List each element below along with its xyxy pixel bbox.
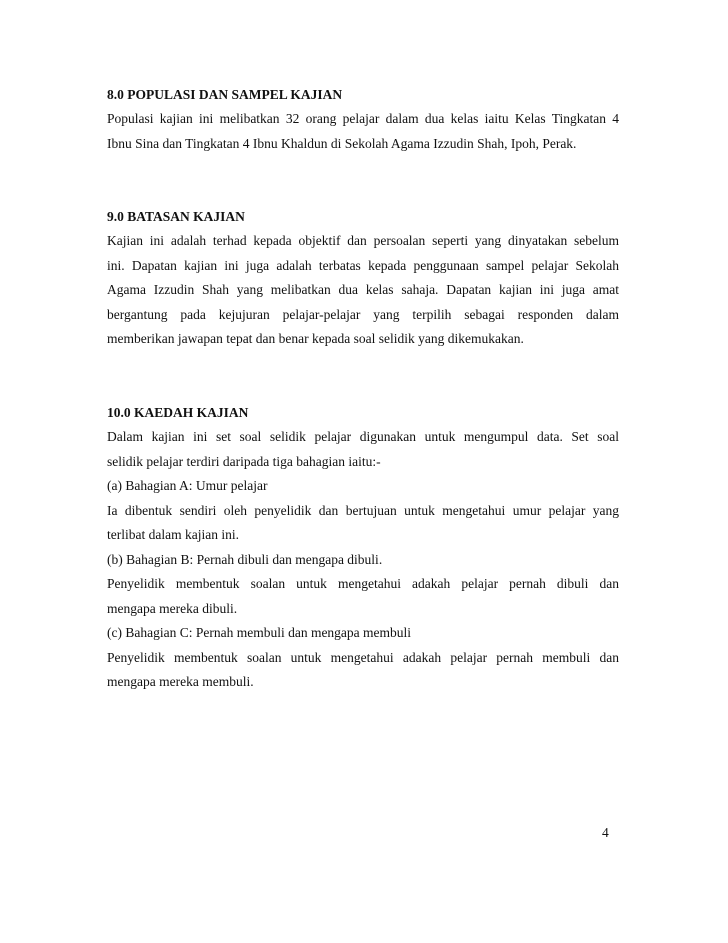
text-line: Penyelidik membentuk soalan untuk mengetahui adakah pelajar pernah membuli dan (107, 649, 619, 665)
text-line: mengapa mereka membuli. (107, 674, 254, 689)
text-line: Populasi kajian ini melibatkan 32 orang pelajar dalam dua kelas iaitu Kelas Tingkatan 4 (107, 111, 619, 126)
section-kaedah (107, 401, 619, 695)
section-paragraph (107, 425, 619, 695)
section-heading: 9.0 BATASAN KAJIAN (107, 209, 245, 224)
text-line: (a) Bahagian A: Umur pelajar (107, 478, 268, 493)
text-line: Agama Izzudin Shah yang melibatkan dua kelas sahaja. Dapatan kajian ini juga amat (107, 282, 619, 297)
text-line: memberikan jawapan tepat dan benar kepada soal selidik yang dikemukakan. (107, 331, 524, 346)
section-heading: 8.0 POPULASI DAN SAMPEL KAJIAN (107, 87, 343, 102)
page-number: 4 (602, 825, 609, 840)
text-line: bergantung pada kejujuran pelajar-pelajar yang terpilih sebagai responden dalam (107, 306, 619, 322)
section-batasan (107, 205, 619, 352)
text-line: ini. Dapatan kajian ini juga adalah terbatas kepada penggunaan sampel pelajar Sekolah (107, 257, 619, 273)
text-line: Kajian ini adalah terhad kepada objektif dan persoalan seperti yang dinyatakan sebelum (107, 233, 619, 248)
text-line: Ia dibentuk sendiri oleh penyelidik dan bertujuan untuk mengetahui umur pelajar yang (107, 502, 619, 518)
text-line: Dalam kajian ini set soal selidik pelajar digunakan untuk mengumpul data. Set soal (107, 429, 619, 444)
text-line: Penyelidik membentuk soalan untuk mengetahui adakah pelajar pernah dibuli dan (107, 576, 619, 591)
text-line: (b) Bahagian B: Pernah dibuli dan mengapa dibuli. (107, 551, 383, 567)
text-line: (c) Bahagian C: Pernah membuli dan mengapa membuli (107, 625, 412, 640)
section-populasi (107, 83, 619, 156)
text-line: Ibnu Sina dan Tingkatan 4 Ibnu Khaldun di Sekolah Agama Izzudin Shah, Ipoh, Perak. (107, 135, 577, 151)
text-line: terlibat dalam kajian ini. (107, 527, 239, 542)
text-line: selidik pelajar terdiri daripada tiga bahagian iaitu:- (107, 453, 381, 469)
section-heading: 10.0 KAEDAH KAJIAN (107, 405, 249, 420)
section-paragraph (107, 229, 619, 352)
text-line: mengapa mereka dibuli. (107, 600, 238, 616)
section-paragraph (107, 107, 619, 156)
